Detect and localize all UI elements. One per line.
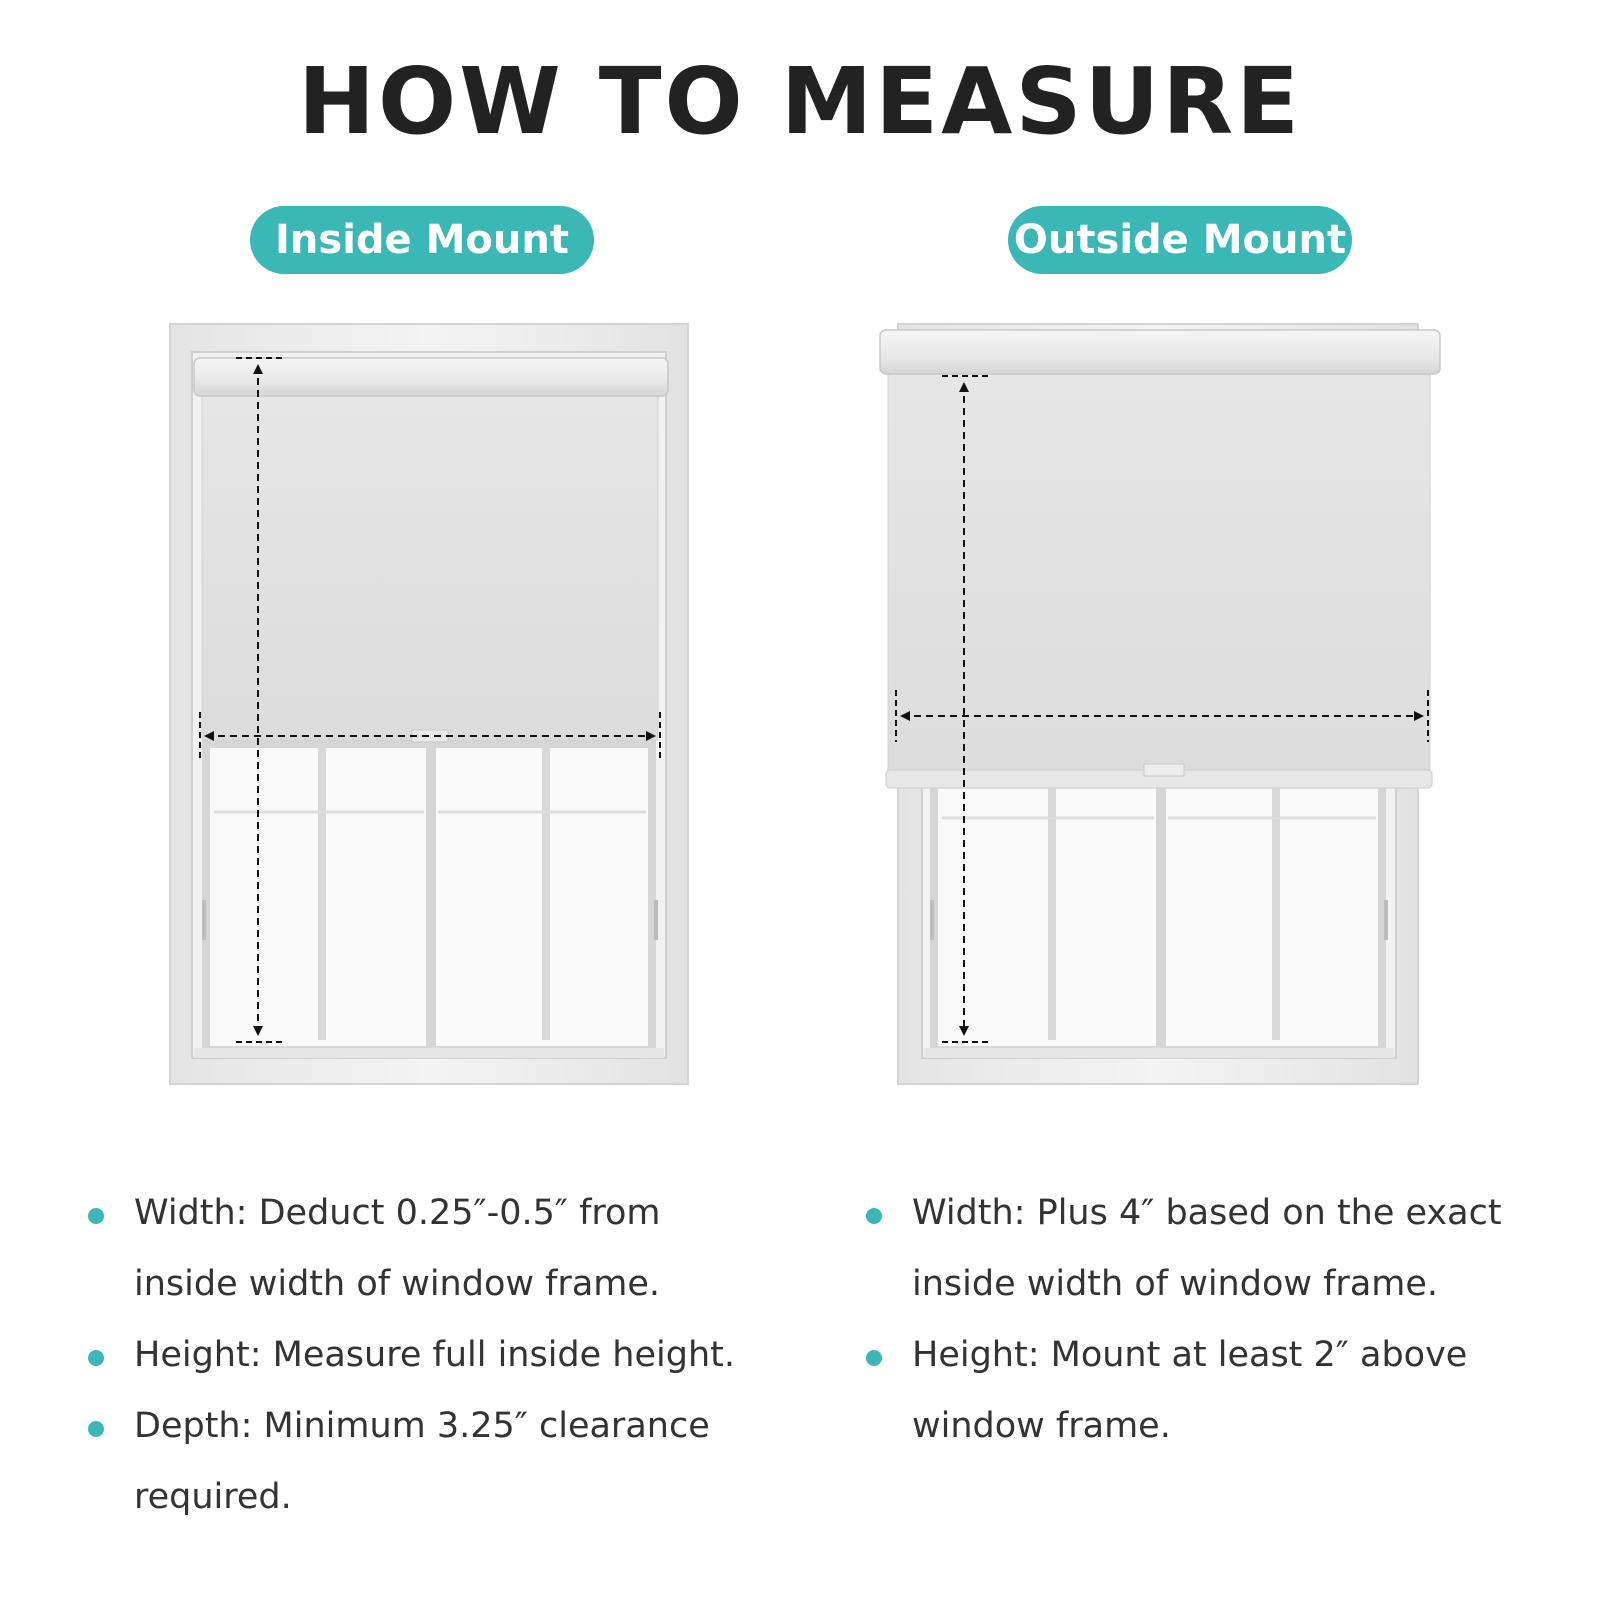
page-title: HOW TO MEASURE: [298, 48, 1302, 155]
instruction-text: Width: Plus 4″ based on the exact inside width of window frame.: [912, 1193, 1502, 1304]
inside-mount-instructions: [88, 1178, 768, 1533]
bullet-dot-icon: [866, 1208, 882, 1224]
inside-mount-window: [170, 324, 688, 1084]
outside-mount-instructions: [866, 1178, 1566, 1462]
list-item: [866, 1320, 1566, 1462]
instruction-text: Height: Measure full inside height.: [134, 1335, 735, 1375]
bullet-dot-icon: [88, 1208, 104, 1224]
bullet-dot-icon: [866, 1350, 882, 1366]
list-item: [88, 1391, 768, 1533]
instruction-text: Depth: Minimum 3.25″ clearance required.: [134, 1406, 710, 1517]
inside-mount-badge: Inside Mount: [250, 206, 594, 274]
bullet-dot-icon: [88, 1350, 104, 1366]
list-item: [88, 1178, 768, 1320]
outside-mount-badge: Outside Mount: [1008, 206, 1352, 274]
bullet-dot-icon: [88, 1421, 104, 1437]
instruction-text: Width: Deduct 0.25″-0.5″ from inside width of window frame.: [134, 1193, 661, 1304]
instruction-text: Height: Mount at least 2″ above window frame.: [912, 1335, 1468, 1446]
list-item: [866, 1178, 1566, 1320]
list-item: [88, 1320, 768, 1391]
